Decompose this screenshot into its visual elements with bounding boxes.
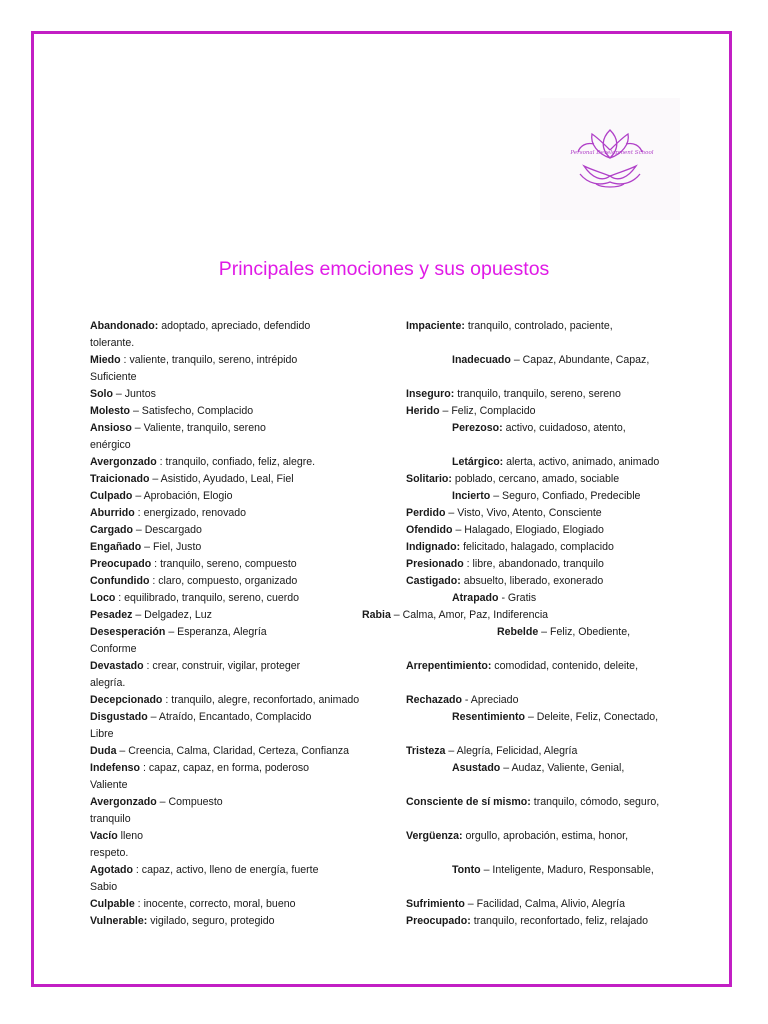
emotion-line [90,337,134,350]
emotion-opposites: : inocente, correcto, moral, bueno [134,898,296,910]
emotion-opposites: – Visto, Vivo, Atento, Consciente [445,507,602,519]
emotion-opposites: – Valiente, tranquilo, sereno [131,422,266,434]
emotion-opposites: – Capaz, Abundante, Capaz, [510,354,650,366]
emotion-opposites: – Satisfecho, Complacido [130,405,254,417]
emotion-term: Culpado [90,490,133,502]
emotion-line [90,575,297,588]
emotion-opposites: – Inteligente, Maduro, Responsable, [480,864,654,876]
emotion-opposites: – Esperanza, Alegría [165,626,267,638]
emotion-opposites: adoptado, apreciado, defendido [158,320,311,332]
emotion-line [452,456,659,469]
emotion-opposites: Conforme [90,643,137,655]
emotion-opposites: alerta, activo, animado, animado [503,456,660,468]
emotion-line [90,558,297,571]
emotion-line [406,388,621,401]
emotion-line [90,660,300,673]
emotion-term: Solitario: [406,473,452,485]
emotion-term: Asustado [452,762,501,774]
emotion-term: Presionado [406,558,464,570]
emotion-term: Abandonado: [90,320,159,332]
emotion-line [90,864,318,877]
emotion-term: Arrepentimiento: [406,660,492,672]
emotion-line [90,371,137,384]
emotion-opposites: tolerante. [90,337,135,349]
emotion-term: Atrapado [452,592,499,604]
emotion-line [406,320,613,333]
emotion-line [90,915,275,928]
emotion-term: Tonto [452,864,481,876]
emotion-term: Miedo [90,354,121,366]
emotion-opposites: : capaz, activo, lleno de energía, fuerte [132,864,319,876]
emotion-line [90,507,246,520]
emotion-opposites: – Fiel, Justo [141,541,202,553]
emotion-opposites: – Audaz, Valiente, Genial, [500,762,625,774]
emotion-line [452,354,649,367]
emotion-line [90,541,201,554]
emotion-opposites: – Feliz, Complacido [439,405,536,417]
emotion-line [90,524,202,537]
emotion-term: Indignado: [406,541,461,553]
emotion-line [406,541,614,554]
emotion-term: Desesperación [90,626,166,638]
emotion-line [362,609,548,622]
emotion-opposites: : energizado, renovado [134,507,247,519]
emotion-opposites: - Gratis [498,592,537,604]
emotion-term: Ansioso [90,422,132,434]
logo-text: Personal Development School [570,150,654,156]
emotion-opposites: – Calma, Amor, Paz, Indiferencia [390,609,549,621]
emotion-opposites: – Deleite, Feliz, Conectado, [525,711,659,723]
emotion-term: Preocupado [90,558,152,570]
emotion-opposites: : valiente, tranquilo, sereno, intrépido [120,354,298,366]
emotion-line [406,507,602,520]
emotion-opposites: Suficiente [90,371,137,383]
emotion-term: Solo [90,388,113,400]
emotion-line [90,796,223,809]
emotion-line [406,524,604,537]
emotion-line [90,354,297,367]
emotion-term: Avergonzado [90,456,157,468]
emotion-term: Indefenso [90,762,141,774]
emotion-opposites: comodidad, contenido, deleite, [491,660,639,672]
emotion-opposites: – Aprobación, Elogio [132,490,233,502]
emotion-line [90,473,294,486]
emotion-line [90,626,267,639]
emotion-term: Engañado [90,541,142,553]
emotion-line [90,881,117,894]
emotion-opposites: – Juntos [112,388,156,400]
emotion-opposites: tranquilo, tranquilo, sereno, sereno [454,388,621,400]
emotion-line [406,830,628,843]
emotion-line [406,694,518,707]
page-title: Principales emociones y sus opuestos [218,258,550,280]
emotion-opposites: – Alegría, Felicidad, Alegría [445,745,578,757]
emotion-term: Vulnerable: [90,915,148,927]
emotion-line [90,490,233,503]
emotion-opposites: - Apreciado [461,694,519,706]
emotion-term: Disgustado [90,711,148,723]
emotion-term: Pesadez [90,609,133,621]
emotion-line [90,779,128,792]
emotion-line [90,847,128,860]
emotion-opposites: : crear, construir, vigilar, proteger [143,660,301,672]
emotion-line [452,762,624,775]
emotion-line [90,745,349,758]
emotion-term: Avergonzado [90,796,157,808]
emotion-line [90,762,309,775]
emotion-term: Agotado [90,864,133,876]
emotion-line [90,609,212,622]
emotion-opposites: Sabio [90,881,118,893]
emotion-line [90,422,266,435]
emotion-opposites: – Atraído, Encantado, Complacido [147,711,312,723]
emotion-line [452,490,640,503]
emotion-opposites: – Seguro, Confiado, Predecible [490,490,641,502]
emotion-line [90,728,114,741]
emotion-term: Inseguro: [406,388,455,400]
emotion-term: Vergüenza: [406,830,463,842]
emotion-line [90,456,315,469]
emotion-opposites: – Descargado [132,524,202,536]
emotion-line [90,813,131,826]
emotion-opposites: : tranquilo, alegre, reconfortado, animado [162,694,360,706]
emotion-term: Rabia [362,609,391,621]
emotion-opposites: : tranquilo, confiado, feliz, alegre. [156,456,316,468]
emotion-opposites: : libre, abandonado, tranquilo [463,558,604,570]
emotion-line [90,677,125,690]
emotion-opposites: tranquilo, reconfortado, feliz, relajado [470,915,649,927]
emotion-term: Perdido [406,507,446,519]
emotion-term: Impaciente: [406,320,465,332]
emotion-line [406,405,536,418]
emotion-line [406,915,648,928]
emotion-term: Devastado [90,660,144,672]
emotion-line [406,660,638,673]
emotion-term: Letárgico: [452,456,504,468]
emotion-line [452,864,654,877]
emotion-opposites: felicitado, halagado, complacido [460,541,614,553]
emotion-term: Culpable [90,898,135,910]
emotion-line [406,796,659,809]
emotion-term: Cargado [90,524,133,536]
emotion-line [90,711,311,724]
emotion-opposites: lleno [117,830,144,842]
emotion-term: Inadecuado [452,354,511,366]
emotion-opposites: absuelto, liberado, exonerado [460,575,604,587]
emotion-opposites: alegría. [90,677,126,689]
emotion-term: Consciente de sí mismo: [406,796,531,808]
emotion-opposites: – Creencia, Calma, Claridad, Certeza, Confianza [116,745,350,757]
emotion-term: Decepcionado [90,694,163,706]
emotion-line [90,643,137,656]
emotion-line [90,405,253,418]
emotion-term: Duda [90,745,117,757]
emotion-line [452,422,626,435]
emotion-opposites: – Facilidad, Calma, Alivio, Alegría [464,898,626,910]
emotion-line [406,745,577,758]
emotion-opposites: : equilibrado, tranquilo, sereno, cuerdo [115,592,300,604]
emotion-opposites: : claro, compuesto, organizado [149,575,298,587]
emotion-term: Loco [90,592,116,604]
emotion-term: Rechazado [406,694,462,706]
emotion-opposites: Valiente [90,779,128,791]
emotion-opposites: tranquilo, controlado, paciente, [464,320,613,332]
emotion-line [90,830,143,843]
emotion-opposites: orgullo, aprobación, estima, honor, [462,830,629,842]
emotion-line [452,592,536,605]
emotion-line [406,558,604,571]
emotion-opposites: – Halagado, Elogiado, Elogiado [452,524,604,536]
emotion-line [497,626,630,639]
emotion-opposites: poblado, cercano, amado, sociable [451,473,620,485]
emotion-opposites: – Asistido, Ayudado, Leal, Fiel [149,473,294,485]
emotion-term: Molesto [90,405,131,417]
emotion-term: Vacío [90,830,118,842]
emotion-line [90,388,156,401]
emotion-term: Sufrimiento [406,898,465,910]
emotion-opposites: tranquilo, cómodo, seguro, [530,796,660,808]
emotion-opposites: : capaz, capaz, en forma, poderoso [140,762,310,774]
emotion-opposites: activo, cuidadoso, atento, [502,422,626,434]
emotion-term: Preocupado: [406,915,471,927]
emotion-term: Confundido [90,575,150,587]
emotion-line [90,320,310,333]
emotion-term: Herido [406,405,440,417]
emotion-line [452,711,658,724]
emotion-opposites: : tranquilo, sereno, compuesto [151,558,297,570]
emotion-opposites: – Delgadez, Luz [132,609,212,621]
emotion-opposites: – Feliz, Obediente, [538,626,631,638]
emotion-term: Tristeza [406,745,446,757]
emotion-opposites: Libre [90,728,114,740]
emotion-line [90,694,359,707]
emotion-term: Traicionado [90,473,150,485]
emotion-opposites: respeto. [90,847,129,859]
emotion-term: Perezoso: [452,422,503,434]
emotion-term: Ofendido [406,524,453,536]
emotion-opposites: tranquilo [90,813,131,825]
emotion-opposites: vigilado, seguro, protegido [147,915,275,927]
emotion-line [90,898,296,911]
emotion-term: Incierto [452,490,491,502]
emotion-line [90,592,299,605]
emotion-line [406,473,619,486]
emotion-opposites: enérgico [90,439,131,451]
emotion-term: Resentimiento [452,711,525,723]
emotion-opposites: – Compuesto [156,796,223,808]
emotion-line [406,575,603,588]
emotion-line [90,439,131,452]
emotion-term: Rebelde [497,626,539,638]
emotion-line [406,898,625,911]
emotion-term: Castigado: [406,575,461,587]
emotion-term: Aburrido [90,507,135,519]
